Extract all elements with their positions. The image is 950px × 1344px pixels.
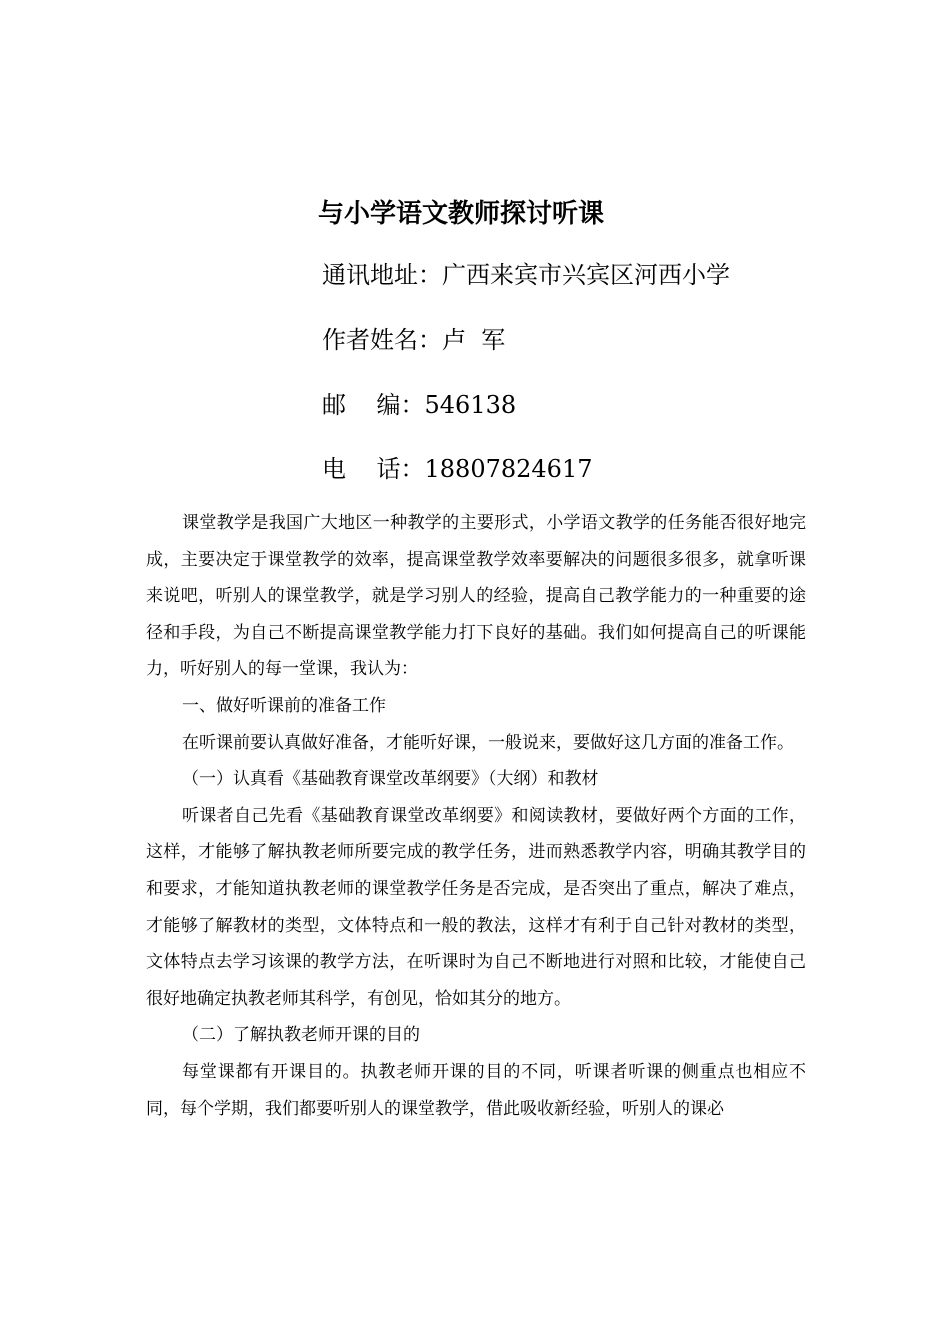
postcode-line [322,388,516,422]
author-label: 作者姓名： [322,326,442,354]
phone-value: 18807824617 [424,455,593,483]
subsection-heading-1: （一）认真看《基础教育课堂改革纲要》（大纲）和教材 [182,769,599,790]
author-value: 卢 军 [442,326,506,354]
address-value: 广西来宾市兴宾区河西小学 [442,261,730,289]
paragraph-outline: 听课者自己先看《基础教育课堂改革纲要》和阅读教材，要做好两个方面的工作，这样，才能够了解执教老师所要完成的教学任务，进而熟悉教学内容，明确其教学目的和要求，才能知道执教老师的课堂教学任务是否完成，是否突出了重点，解决了难点，才能够了解教材的类型，文体特点和一般的教法，这样才有利于自己针对教材的类型，文体特点去学习该课的教学方法，在听课时为自己不断地进行对照和比较，才能使自己很好地确定执教老师其科学，有创见，恰如其分的地方。 [146,805,806,1009]
author-line [322,323,505,357]
paragraph-purpose: 每堂课都有开课目的。执教老师开课的目的不同，听课者听课的侧重点也相应不同，每个学期，我们都要听别人的课堂教学，借此吸收新经验，听别人的课必 [146,1061,806,1119]
phone-label: 电 话： [322,455,425,483]
postcode-value: 546138 [424,391,517,419]
document-body [146,505,806,1127]
address-label: 通讯地址： [322,261,442,289]
document-title: 与小学语文教师探讨听课 [318,199,605,229]
postcode-label: 邮 编： [322,391,425,419]
paragraph-prepare: 在听课前要认真做好准备，才能听好课，一般说来，要做好这几方面的准备工作。 [182,732,794,753]
paragraph-intro: 课堂教学是我国广大地区一种教学的主要形式，小学语文教学的任务能否很好地完成，主要决定于课堂教学的效率，提高课堂教学效率要解决的问题很多很多，就拿听课来说吧，听别人的课堂教学，就是学习别人的经验，提高自己教学能力的一种重要的途径和手段，为自己不断提高课堂教学能力打下良好的基础。我们如何提高自己的听课能力，听好别人的每一堂课，我认为： [146,513,806,680]
section-heading-1: 一、做好听课前的准备工作 [182,695,386,716]
phone-line [322,452,592,486]
subsection-heading-2: （二）了解执教老师开课的目的 [182,1025,420,1046]
address-line [322,258,730,292]
